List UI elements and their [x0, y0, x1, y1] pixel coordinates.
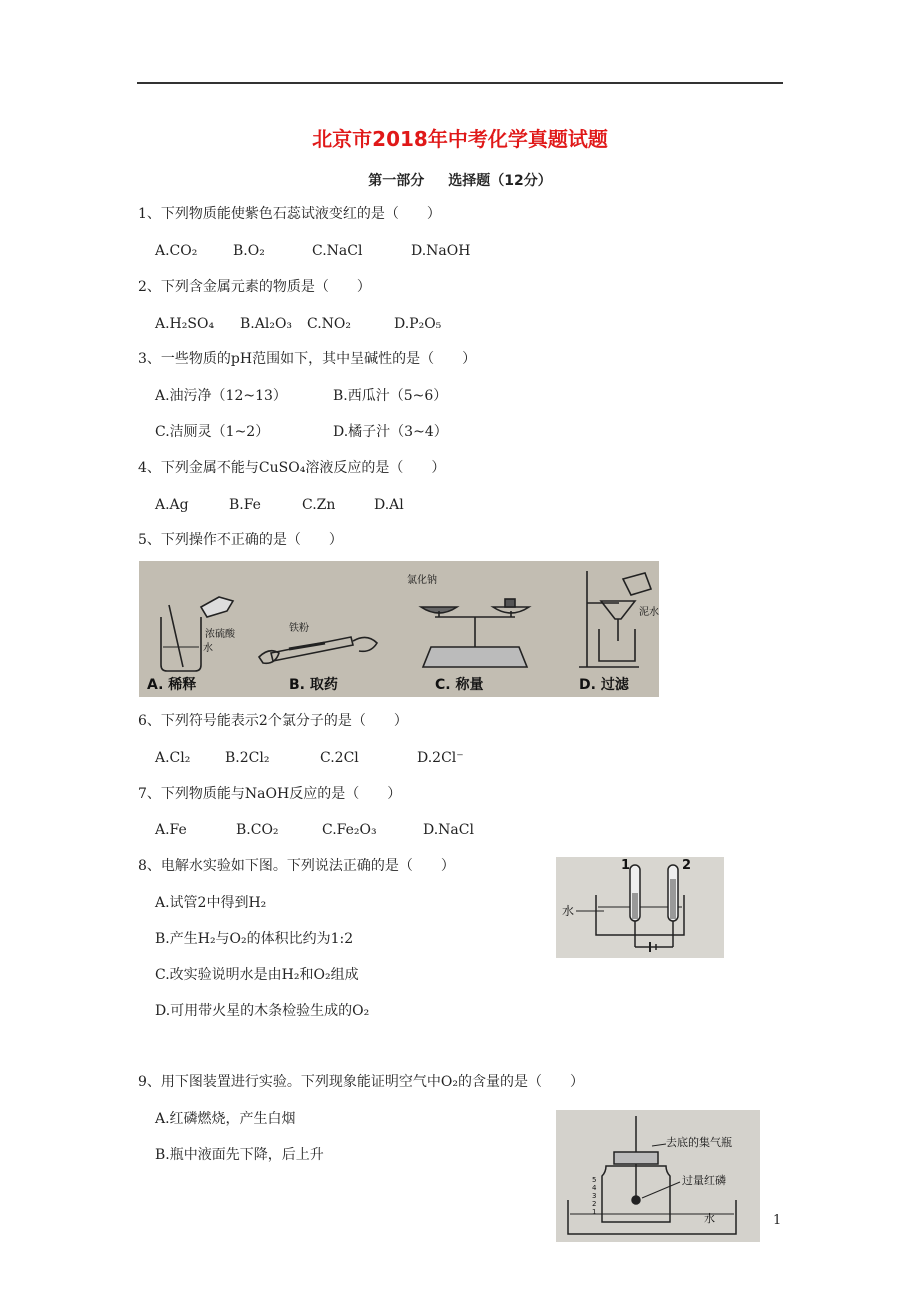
option-c: C.Fe₂O₃ [322, 822, 377, 838]
question-6-options [155, 749, 464, 767]
figure-label-tube1: 1 [621, 858, 631, 873]
question-8-option-a: A.试管2中得到H₂ [155, 895, 267, 911]
question-1-stem: 1、下列物质能使紫色石蕊试液变红的是（ ） [138, 206, 441, 222]
question-2-options [155, 315, 441, 333]
option-a: A.H₂SO₄ [155, 316, 215, 332]
question-4-options [155, 496, 404, 514]
option-b: B.CO₂ [236, 822, 279, 838]
question-3-stem: 3、一些物质的pH范围如下，其中呈碱性的是（ ） [138, 351, 477, 367]
option-d: D.橘子汁（3~4） [333, 424, 448, 440]
page-number: 1 [773, 1213, 782, 1228]
option-b: B.西瓜汁（5~6） [333, 388, 448, 404]
question-8-option-c: C.改实验说明水是由H₂和O₂组成 [155, 967, 359, 983]
option-b: B.O₂ [233, 243, 265, 259]
figure-label-salt: 氯化钠 [407, 575, 437, 586]
svg-text:2: 2 [592, 1200, 597, 1208]
option-d: D.P₂O₅ [394, 316, 442, 332]
section-name: 选择题（12分） [448, 173, 552, 189]
option-d: D.2Cl⁻ [417, 750, 464, 766]
question-9-option-b: B.瓶中液面先下降，后上升 [155, 1147, 324, 1163]
question-9-stem: 9、用下图装置进行实验。下列现象能证明空气中O₂的含量的是（ ） [138, 1074, 584, 1090]
figure-caption-a: A. 稀释 [147, 677, 197, 693]
question-8-option-b: B.产生H₂与O₂的体积比约为1:2 [155, 931, 354, 947]
option-a: A.Cl₂ [155, 750, 191, 766]
option-c: C.NO₂ [307, 316, 352, 332]
question-3-options-row1 [155, 387, 447, 405]
option-a: A.Fe [155, 822, 187, 838]
question-4-stem: 4、下列金属不能与CuSO₄溶液反应的是（ ） [138, 460, 446, 476]
option-d: D.NaCl [423, 822, 474, 838]
figure-label-acid: 浓硫酸 [205, 629, 235, 640]
figure-label-powder: 铁粉 [289, 623, 309, 634]
section-part: 第一部分 [368, 173, 425, 189]
svg-text:3: 3 [592, 1192, 597, 1200]
section-heading [0, 170, 920, 190]
figure-label-water: 水 [562, 904, 575, 918]
option-c: C.2Cl [320, 750, 359, 766]
option-c: C.Zn [302, 497, 336, 513]
figure-label-water-9: 水 [704, 1212, 715, 1225]
figure-label-water: 水 [203, 643, 213, 654]
electrolysis-figure [556, 857, 724, 958]
svg-text:1: 1 [592, 1208, 597, 1216]
option-a: A.Ag [155, 497, 189, 513]
figure-label-phosphorus: 过量红磷 [682, 1174, 726, 1187]
option-a: A.油污净（12~13） [155, 388, 287, 404]
question-1-options [155, 242, 470, 260]
option-c: C.NaCl [312, 243, 363, 259]
question-2-stem: 2、下列含金属元素的物质是（ ） [138, 279, 371, 295]
option-b: B.2Cl₂ [225, 750, 270, 766]
svg-text:5: 5 [592, 1176, 597, 1184]
figure-label-bottle: 去底的集气瓶 [666, 1136, 732, 1149]
oxygen-content-figure [556, 1110, 760, 1242]
question-9-option-a: A.红磷燃烧，产生白烟 [155, 1111, 296, 1127]
question-8-option-d: D.可用带火星的木条检验生成的O₂ [155, 1003, 370, 1019]
figure-caption-c: C. 称量 [435, 677, 484, 693]
svg-text:4: 4 [592, 1184, 597, 1192]
figure-label-mud: 泥水 [639, 607, 659, 618]
figure-caption-b: B. 取药 [289, 677, 338, 693]
header-rule [137, 82, 783, 84]
question-7-options [155, 821, 474, 839]
question-6-stem: 6、下列符号能表示2个氯分子的是（ ） [138, 713, 408, 729]
question-7-stem: 7、下列物质能与NaOH反应的是（ ） [138, 786, 402, 802]
question-5-stem: 5、下列操作不正确的是（ ） [138, 532, 343, 548]
question-8-stem: 8、电解水实验如下图。下列说法正确的是（ ） [138, 858, 455, 874]
lab-operations-figure [139, 561, 659, 697]
option-d: D.NaOH [411, 243, 471, 259]
option-d: D.Al [374, 497, 404, 513]
figure-caption-d: D. 过滤 [579, 677, 629, 693]
option-b: B.Fe [229, 497, 261, 513]
question-3-options-row2 [155, 423, 448, 441]
figure-label-tube2: 2 [682, 858, 692, 873]
option-c: C.洁厕灵（1~2） [155, 424, 270, 440]
page-title: 北京市2018年中考化学真题试题 [312, 127, 608, 151]
option-b: B.Al₂O₃ [240, 316, 293, 332]
option-a: A.CO₂ [155, 243, 198, 259]
